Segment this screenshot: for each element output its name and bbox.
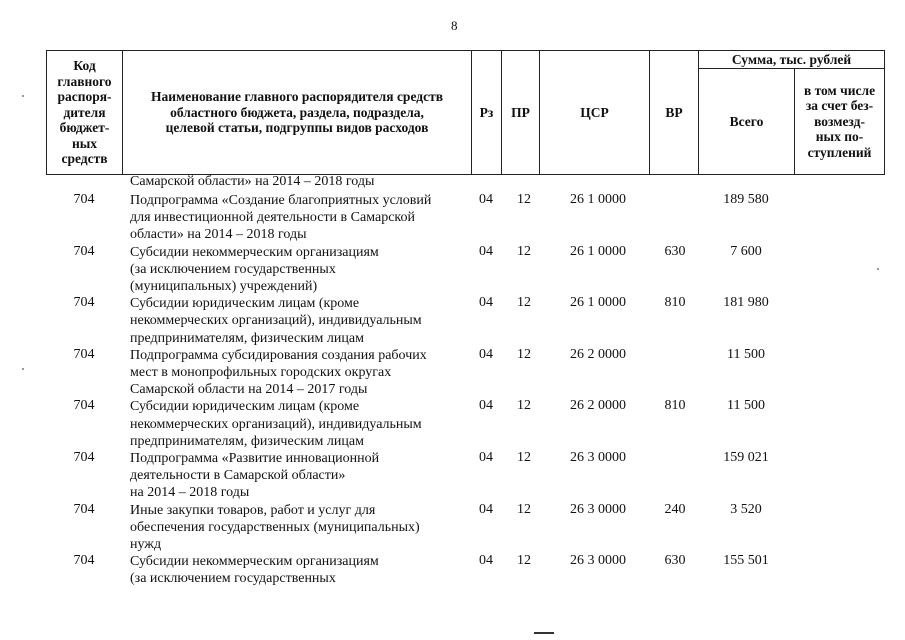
table-row [46,192,884,244]
cell-pr: 12 [517,450,531,466]
table-row [46,450,884,502]
cell-csr: 26 3 0000 [570,501,626,517]
cell-name-line: нужд [130,537,162,553]
cell-vr: 630 [664,553,686,569]
cell-pr: 12 [517,346,531,362]
header-col_incl-line: за счет без- [805,98,874,114]
cell-name-line: (муниципальных) учреждений) [130,279,318,295]
table-row [46,502,884,554]
cell-total: 11 500 [727,346,765,362]
cell-csr: 26 1 0000 [570,243,626,259]
cell-name-line: предпринимателям, физическим лицам [130,330,364,346]
header-total: Всего [699,69,795,175]
cell-pr: 12 [517,501,531,517]
cell-total: 155 501 [723,553,769,569]
header-vr: ВР [650,51,699,175]
cell-rz: 04 [479,295,493,311]
cell-code: 704 [73,398,95,414]
cell-rz: 04 [479,192,493,207]
header-col_code-line: распоря- [57,89,112,105]
cell-name [130,450,475,502]
table-row [46,244,884,296]
table-header [46,50,885,175]
cell-code: 704 [73,501,95,517]
cell-pr: 12 [517,398,531,414]
header-col_name-line: Наименование главного распорядителя средств [150,89,443,105]
cell-name-line: Иные закупки товаров, работ и услуг для [130,502,376,518]
cell-code: 704 [73,553,95,569]
scan-speck [22,368,24,370]
header-pr: ПР [502,51,540,175]
table-body [46,192,884,588]
cell-name-line: (за исключением государственных [130,571,336,587]
cell-pr: 12 [517,192,531,207]
cell-name [130,192,475,244]
header-col_name-line: целевой статьи, подгруппы видов расходов [165,120,429,136]
cell-csr: 26 3 0000 [570,553,626,569]
header-rz: Рз [472,51,502,175]
cell-vr: 630 [664,243,686,259]
cell-total: 11 500 [727,398,765,414]
cell-vr: 810 [664,398,686,414]
header-name [123,51,472,175]
cell-csr: 26 1 0000 [570,192,626,207]
header-csr: ЦСР [540,51,650,175]
header-incl [795,69,885,175]
header-col_code-line: ных [71,135,98,151]
header-sum: Сумма, тыс. рублей [699,51,885,69]
cell-name-line: области» на 2014 – 2018 годы [130,227,307,243]
cell-name-line: Самарской области на 2014 – 2017 годы [130,382,368,398]
cell-code: 704 [73,346,95,362]
cell-pr: 12 [517,243,531,259]
cell-name-line: некоммерческих организаций), индивидуальным [130,313,422,329]
table-row [46,553,884,587]
cell-code: 704 [73,192,95,207]
cell-code: 704 [73,450,95,466]
header-col_code-line: дителя [63,104,106,120]
cell-code: 704 [73,243,95,259]
header-col_incl-line: ступлений [807,144,872,160]
cell-total: 189 580 [723,192,769,207]
cell-name-line: Субсидии некоммерческим организациям [130,244,379,260]
cell-rz: 04 [479,501,493,517]
cell-name-line: Подпрограмма субсидирования создания рабочих [130,347,427,363]
cell-rz: 04 [479,243,493,259]
cell-pr: 12 [517,553,531,569]
table-row [46,295,884,347]
cell-name-line: некоммерческих организаций), индивидуальным [130,416,422,432]
cell-name [130,502,475,554]
cell-csr: 26 2 0000 [570,398,626,414]
cell-name-line: Субсидии некоммерческим организациям [130,554,379,570]
cell-rz: 04 [479,450,493,466]
table-row [46,398,884,450]
cell-name-line: обеспечения государственных (муниципальных) [130,519,420,535]
cell-rz: 04 [479,553,493,569]
header-col_name-line: областного бюджета, раздела, подраздела, [170,104,424,120]
cell-name-line: Субсидии юридическим лицам (кроме [130,399,360,415]
header-col_code-line: средств [61,151,108,167]
page-number: 8 [451,18,458,33]
cell-total: 7 600 [730,243,762,259]
cell-total: 159 021 [723,450,769,466]
scan-speck [877,268,879,270]
cell-code: 704 [73,295,95,311]
cell-name-line: Подпрограмма «Развитие инновационной [130,451,380,467]
cell-csr: 26 3 0000 [570,450,626,466]
cell-total: 3 520 [730,501,762,517]
cell-vr: 240 [664,501,686,517]
cell-name-line: для инвестиционной деятельности в Самарской [130,210,415,226]
cell-name-line: Подпрограмма «Создание благоприятных условий [130,193,432,208]
header-code [47,51,123,175]
continuation-text: Самарской области» на 2014 – 2018 годы [130,174,375,189]
cell-name-line: Субсидии юридическим лицам (кроме [130,296,360,312]
cell-name-line: предпринимателям, физическим лицам [130,433,364,449]
header-col_incl-line: ных по- [815,129,864,145]
cell-rz: 04 [479,346,493,362]
header-col_code-line: главного [57,73,112,89]
header-col_code-line: бюджет- [59,120,110,136]
cell-name-line: (за исключением государственных [130,261,336,277]
header-col_code-line: Код [73,58,96,74]
scan-speck [22,95,24,97]
cell-name [130,553,475,587]
cell-name-line: деятельности в Самарской области» [130,468,346,484]
cell-rz: 04 [479,398,493,414]
cell-name-line: на 2014 – 2018 годы [130,485,250,501]
cell-name [130,347,475,399]
table-row [46,347,884,399]
cell-csr: 26 1 0000 [570,295,626,311]
cell-pr: 12 [517,295,531,311]
cell-vr: 810 [664,295,686,311]
cell-name-line: мест в монопрофильных городских округах [130,365,392,381]
scan-artifact [534,632,554,640]
cell-csr: 26 2 0000 [570,346,626,362]
header-col_incl-line: возмезд- [814,113,865,129]
header-col_incl-line: в том числе [803,82,876,98]
cell-name [130,295,475,347]
cell-name [130,398,475,450]
cell-total: 181 980 [723,295,769,311]
cell-name [130,244,475,296]
